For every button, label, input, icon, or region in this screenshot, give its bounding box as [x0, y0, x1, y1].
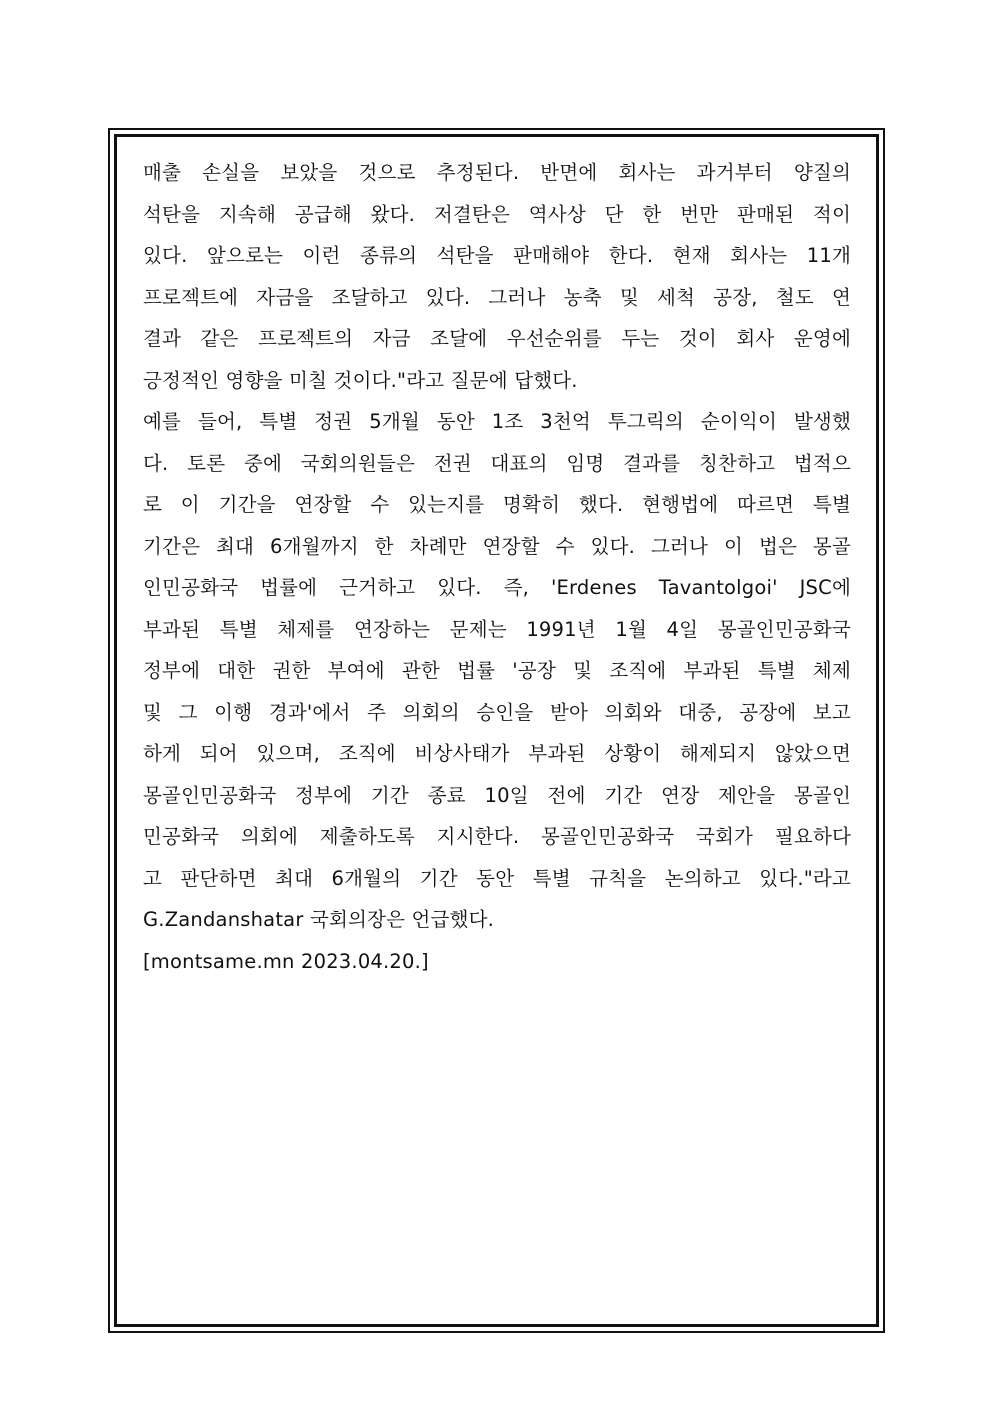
- text-line: 및 그 이행 경과'에서 주 의회의 승인을 받아 의회와 대중, 공장에 보고: [143, 700, 851, 724]
- text-line: 결과 같은 프로젝트의 자금 조달에 우선순위를 두는 것이 회사 운영에: [143, 327, 851, 350]
- text-line: 석탄을 지속해 공급해 왔다. 저결탄은 역사상 단 한 번만 판매된 적이: [143, 202, 851, 226]
- text-line: 인민공화국 법률에 근거하고 있다. 즉, 'Erdenes Tavantolgoi' JSC에: [143, 576, 851, 599]
- source-citation: [montsame.mn 2023.04.20.]: [143, 949, 429, 973]
- text-line: 정부에 대한 권한 부여에 관한 법률 '공장 및 조직에 부과된 특별 체제: [143, 659, 851, 682]
- text-line: 긍정적인 영향을 미칠 것이다."라고 질문에 답했다.: [143, 368, 578, 392]
- text-line: 예를 들어, 특별 정권 5개월 동안 1조 3천억 투그릭의 순이익이 발생했: [143, 410, 851, 433]
- text-line: 민공화국 의회에 제출하도록 지시한다. 몽골인민공화국 국회가 필요하다: [143, 825, 851, 848]
- text-line: 다. 토론 중에 국회의원들은 전권 대표의 임명 결과를 칭찬하고 법적으: [143, 451, 851, 475]
- document-body: [143, 152, 851, 982]
- text-line: 프로젝트에 자금을 조달하고 있다. 그러나 농축 및 세척 공장, 철도 연: [143, 285, 852, 309]
- text-line: 하게 되어 있으며, 조직에 비상사태가 부과된 상황이 해제되지 않았으면: [143, 742, 851, 765]
- text-line: 로 이 기간을 연장할 수 있는지를 명확히 했다. 현행법에 따르면 특별: [143, 493, 851, 516]
- text-line: 기간은 최대 6개월까지 한 차례만 연장할 수 있다. 그러나 이 법은 몽골: [143, 534, 851, 558]
- text-line: 매출 손실을 보았을 것으로 추정된다. 반면에 회사는 과거부터 양질의: [143, 161, 851, 184]
- text-line: G.Zandanshatar 국회의장은 언급했다.: [143, 908, 495, 931]
- text-line: 있다. 앞으로는 이런 종류의 석탄을 판매해야 한다. 현재 회사는 11개: [143, 244, 851, 267]
- text-line: 부과된 특별 체제를 연장하는 문제는 1991년 1월 4일 몽골인민공화국: [143, 617, 851, 641]
- text-line: 몽골인민공화국 정부에 기간 종료 10일 전에 기간 연장 제안을 몽골인: [143, 783, 851, 807]
- text-line: 고 판단하면 최대 6개월의 기간 동안 특별 규칙을 논의하고 있다."라고: [143, 866, 851, 890]
